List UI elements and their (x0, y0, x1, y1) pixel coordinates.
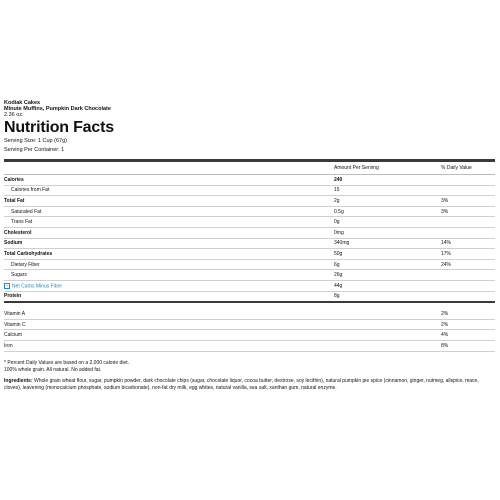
ingredients-label: Ingredients: (4, 377, 33, 384)
nutrient-amount: 8g (334, 293, 340, 300)
nutrition-label (4, 0, 495, 392)
nutrient-row-calories (4, 175, 495, 186)
nutrient-row-sugars (4, 270, 495, 281)
product-weight: 2.36 oz. (4, 112, 24, 118)
nutrient-row-protein (4, 292, 495, 302)
nutrient-label: Total Carbohydrates (4, 250, 53, 257)
nutrient-amount: 240 (334, 176, 343, 183)
nutrient-amount: 26g (334, 272, 343, 279)
vitamin-dv: 4% (441, 332, 449, 339)
vitamin-dv: 8% (441, 342, 449, 349)
amount-column-header: Amount Per Serving (334, 165, 379, 171)
nutrient-row-net-carbs[interactable] (4, 281, 495, 292)
nutrient-amount: 44g (334, 282, 343, 289)
nutrient-row-total-carbohydrates (4, 249, 495, 260)
net-carbs-label[interactable]: Net Carbs Minus Fiber (12, 282, 63, 289)
ingredients-text: Whole grain wheat flour, sugar, pumpkin powder, dark chocolate chips (sugar, chocolate liquor, cocoa butter, dextrose, soy lecithin), natural pumpkin pie spice (cinnamon, ginger, nutmeg, allspice, mace, cloves), leavening (monocalcium phosphate, sodium bicarbonate), non-fat dry milk, egg whites, natural vanilla, sea salt, xanthan gum, natural enzyme. (4, 377, 479, 391)
nutrient-row-total-fat (4, 196, 495, 207)
nutrient-dv: 14% (441, 240, 452, 247)
nutrient-label: Calories from Fat (11, 187, 50, 194)
nutrient-dv: 3% (441, 208, 449, 215)
nutrient-amount: 0g (334, 219, 340, 226)
nutrient-row-cholesterol (4, 228, 495, 239)
nutrient-label: Dietary Fiber (11, 261, 40, 268)
product-name: Minute Muffins, Pumpkin Dark Chocolate (4, 106, 111, 112)
vitamin-dv: 2% (441, 310, 449, 317)
net-carbs-link[interactable] (4, 283, 334, 289)
serving-size: Serving Size: 1 Cup (67g) (4, 138, 67, 144)
nutrient-row-trans-fat (4, 217, 495, 228)
nutrient-row-saturated-fat (4, 207, 495, 218)
nutrient-dv: 3% (441, 197, 449, 204)
nutrient-row-dietary-fiber (4, 260, 495, 271)
dv-column-header: % Daily Value (441, 165, 472, 171)
vitamin-row-c (4, 320, 495, 331)
vitamin-row-iron (4, 341, 495, 352)
nutrient-row-sodium (4, 239, 495, 250)
nutrient-amount: 2g (334, 197, 340, 204)
page-title: Nutrition Facts (4, 119, 114, 136)
vitamin-dv: 2% (441, 321, 449, 328)
vitamin-row-calcium (4, 330, 495, 341)
nutrient-amount: 6g (334, 261, 340, 268)
nutrient-label: Trans Fat (11, 219, 33, 226)
brand-name: Kodiak Cakes (4, 100, 41, 106)
nutrient-label: Sodium (4, 240, 23, 247)
vitamin-label: Iron (4, 342, 13, 349)
nutrient-label: Protein (4, 293, 22, 300)
product-claims: 100% whole grain. All natural. No added fat. (4, 366, 102, 373)
nutrient-amount: 0mg (334, 229, 344, 236)
nutrient-amount: 15 (334, 187, 340, 194)
nutrient-label: Calories (4, 176, 24, 183)
nutrient-dv: 17% (441, 250, 452, 257)
ingredients (4, 378, 495, 392)
nutrient-label: Sugars (11, 272, 27, 279)
vitamin-label: Vitamin A (4, 310, 26, 317)
nutrient-row-calories-from-fat (4, 186, 495, 197)
nutrient-amount: 50g (334, 250, 343, 257)
nutrient-amount: 0.5g (334, 208, 344, 215)
nutrient-label: Total Fat (4, 197, 25, 204)
vitamin-row-a (4, 309, 495, 320)
vitamin-label: Calcium (4, 332, 23, 339)
vitamin-label: Vitamin C (4, 321, 26, 328)
nutrient-dv: 24% (441, 261, 452, 268)
servings-per-container: Serving Per Container: 1 (4, 146, 65, 153)
nutrient-amount: 340mg (334, 240, 350, 247)
column-header (4, 162, 495, 175)
nutrient-label: Saturated Fat (11, 208, 42, 215)
daily-value-footnote: * Percent Daily Values are based on a 2,000 calorie diet. (4, 359, 129, 366)
label-header (4, 0, 495, 153)
nutrient-label: Cholesterol (4, 229, 32, 236)
plus-icon[interactable]: + (5, 282, 9, 288)
